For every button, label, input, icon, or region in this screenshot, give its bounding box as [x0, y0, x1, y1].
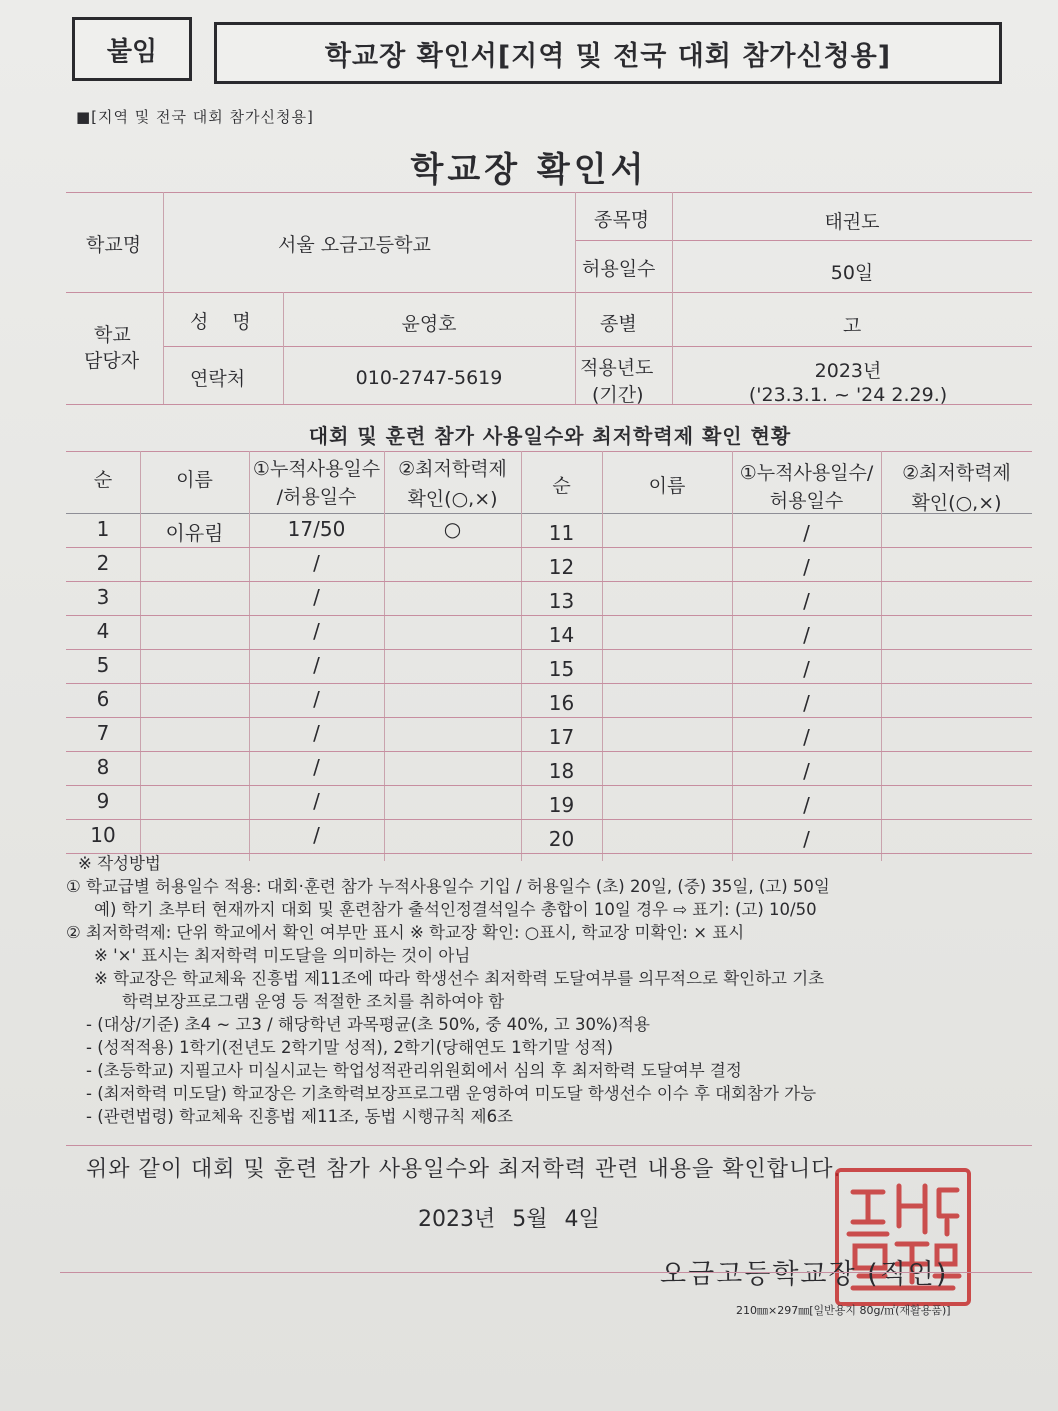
- table-cell-no2: 14: [548, 623, 575, 647]
- table-line: [66, 615, 1032, 616]
- sport: 태권도: [824, 211, 880, 233]
- year-label-line1: 적용년도: [580, 357, 654, 379]
- table-line: [66, 819, 1032, 820]
- header-academic-right-line2: 확인(○,×): [911, 492, 1002, 514]
- subheading: ■[지역 및 전국 대회 참가신청용]: [76, 108, 314, 126]
- table-cell-no: 5: [96, 653, 110, 677]
- instruction-line: - (초등학교) 지필고사 미실시교는 학업성적관리위원회에서 심의 후 최저학력 도달여부 결정: [86, 1061, 742, 1080]
- attachment-tag: 붙임: [72, 17, 192, 81]
- contact-name: 윤영호: [401, 313, 457, 335]
- confirmation-statement: 위와 같이 대회 및 훈련 참가 사용일수와 최저학력 관련 내용을 확인합니다.: [86, 1157, 842, 1182]
- table-cell-days2: /: [803, 657, 810, 681]
- table-line: [66, 547, 1032, 548]
- table-cell-no2: 16: [548, 691, 575, 715]
- divider: [66, 1145, 1032, 1146]
- table-cell-days2: /: [803, 759, 810, 783]
- table-cell-days2: /: [803, 589, 810, 613]
- table-line: [66, 649, 1032, 650]
- table-line: [163, 192, 164, 404]
- contact-label-line2: 담당자: [84, 350, 140, 372]
- table-cell-no: 10: [90, 823, 116, 847]
- instruction-line: - (최저학력 미도달) 학교장은 기초학력보장프로그램 운영하여 미도달 학생선수 이수 후 대회참가 가능: [86, 1084, 817, 1103]
- year: 2023년: [814, 360, 882, 382]
- table-cell-days: /: [313, 585, 320, 609]
- period: ('23.3.1. ~ '24 2.29.): [748, 384, 948, 406]
- header-days-right-line1: ①누적사용일수/: [739, 462, 874, 484]
- form-title: 학교장 확인서[지역 및 전국 대회 참가신청용]: [214, 22, 1002, 84]
- table-line: [140, 451, 141, 861]
- school-type: 고: [842, 315, 862, 337]
- header-name-right: 이름: [648, 475, 686, 497]
- table-cell-check: ○: [443, 517, 462, 541]
- table-line: [66, 451, 1032, 452]
- table-line: [66, 785, 1032, 786]
- table-cell-no: 1: [96, 517, 110, 541]
- header-academic-line2: 확인(○,×): [407, 488, 498, 510]
- table-cell-no: 9: [96, 789, 110, 813]
- sport-label: 종목명: [594, 209, 650, 231]
- instruction-line: ※ 학교장은 학교체육 진흥법 제11조에 따라 학생선수 최저학력 도달여부를 의무적으로 확인하고 기초: [94, 969, 825, 988]
- header-days-line1: ①누적사용일수: [252, 458, 381, 480]
- table-cell-days: /: [313, 755, 320, 779]
- phone-label: 연락처: [190, 368, 246, 390]
- instruction-line: - (관련법령) 학교체육 진흥법 제11조, 동법 시행규칙 제6조: [86, 1107, 513, 1126]
- phone: 010-2747-5619: [355, 367, 503, 389]
- name-label: 성 명: [190, 311, 251, 333]
- allowed-days: 50일: [830, 262, 874, 284]
- header-days-right-line2: 허용일수: [769, 490, 844, 512]
- table-cell-no2: 17: [548, 725, 575, 749]
- signer: 오금고등학교장 (직인): [660, 1259, 949, 1290]
- table-cell-days: /: [313, 653, 320, 677]
- status-title: 대회 및 훈련 참가 사용일수와 최저학력제 확인 현황: [308, 424, 792, 448]
- table-line: [66, 581, 1032, 582]
- table-cell-no: 8: [96, 755, 110, 779]
- year-label-line2: (기간): [592, 384, 644, 406]
- table-cell-no: 6: [96, 687, 110, 711]
- table-cell-no: 7: [96, 721, 110, 745]
- school-name-label: 학교명: [86, 234, 142, 256]
- table-line: [66, 192, 1032, 193]
- type-label: 종별: [600, 313, 637, 335]
- table-cell-days2: /: [803, 827, 810, 851]
- table-cell-days: /: [313, 789, 320, 813]
- table-cell-no: 3: [96, 585, 110, 609]
- instruction-line: - (대상/기준) 초4 ~ 고3 / 해당학년 과목평균(초 50%, 중 40%, 고 30%)적용: [86, 1015, 650, 1034]
- table-cell-no2: 19: [548, 793, 575, 817]
- instruction-line: ※ '×' 표시는 최저학력 미도달을 의미하는 것이 아님: [94, 946, 471, 965]
- table-cell-days: 17/50: [287, 517, 346, 541]
- table-cell-no2: 18: [548, 759, 575, 783]
- table-cell-days2: /: [803, 555, 810, 579]
- table-cell-no: 4: [96, 619, 110, 643]
- table-line: [66, 683, 1032, 684]
- table-line: [602, 451, 603, 861]
- table-cell-no2: 15: [548, 657, 575, 681]
- header-no-right: 순: [552, 475, 571, 497]
- header-academic-right-line1: ②최저학력제: [902, 462, 1011, 484]
- divider: [60, 1272, 1032, 1273]
- table-cell-days2: /: [803, 691, 810, 715]
- table-cell-days: /: [313, 551, 320, 575]
- header-academic-line1: ②최저학력제: [398, 458, 507, 480]
- contact-label-line1: 학교: [94, 324, 131, 346]
- table-cell-days: /: [313, 721, 320, 745]
- allowed-days-label: 허용일수: [582, 258, 656, 280]
- table-line: [66, 292, 1032, 293]
- instructions: [66, 852, 830, 1128]
- instruction-line: ① 학교급별 허용일수 적용: 대회·훈련 참가 누적사용일수 기입 / 허용일수 (초) 20일, (중) 35일, (고) 50일: [66, 877, 830, 896]
- instruction-line: 학력보장프로그램 운영 등 적절한 조치를 취하여야 함: [122, 992, 505, 1011]
- table-line: [575, 240, 1032, 241]
- table-cell-name: 이유림: [165, 521, 224, 545]
- table-cell-no: 2: [96, 551, 110, 575]
- table-cell-days2: /: [803, 623, 810, 647]
- table-cell-days: /: [313, 619, 320, 643]
- table-cell-days: /: [313, 687, 320, 711]
- table-cell-no2: 12: [548, 555, 575, 579]
- table-line: [66, 751, 1032, 752]
- page-title: 학교장 확인서: [410, 150, 648, 190]
- header-name: 이름: [176, 469, 213, 491]
- table-cell-days: /: [313, 823, 320, 847]
- instruction-line: 예) 학기 초부터 현재까지 대회 및 훈련참가 출석인정결석일수 총합이 10일 경우 ⇨ 표기: (고) 10/50: [94, 900, 817, 919]
- paper-spec: 210㎜×297㎜[일반용지 80g/㎡(재활용품)]: [736, 1304, 951, 1317]
- table-line: [575, 192, 576, 404]
- table-line: [163, 346, 1032, 347]
- table-cell-days2: /: [803, 725, 810, 749]
- instruction-line: ② 최저학력제: 단위 학교에서 확인 여부만 표시 ※ 학교장 확인: ○표시, 학교장 미확인: × 표시: [66, 923, 745, 942]
- instructions-heading: ※ 작성방법: [78, 854, 161, 873]
- table-cell-no2: 13: [548, 589, 575, 613]
- table-cell-days2: /: [803, 521, 810, 545]
- header-no: 순: [93, 469, 113, 491]
- table-line: [66, 717, 1032, 718]
- table-cell-no2: 20: [548, 827, 575, 851]
- issue-date: 2023년 5월 4일: [418, 1207, 600, 1232]
- instruction-line: - (성적적용) 1학기(전년도 2학기말 성적), 2학기(당해연도 1학기말 성적): [86, 1038, 614, 1057]
- table-cell-no2: 11: [548, 521, 575, 545]
- table-cell-days2: /: [803, 793, 810, 817]
- school-name: 서울 오금고등학교: [278, 234, 431, 256]
- header-days-line2: /허용일수: [276, 486, 357, 508]
